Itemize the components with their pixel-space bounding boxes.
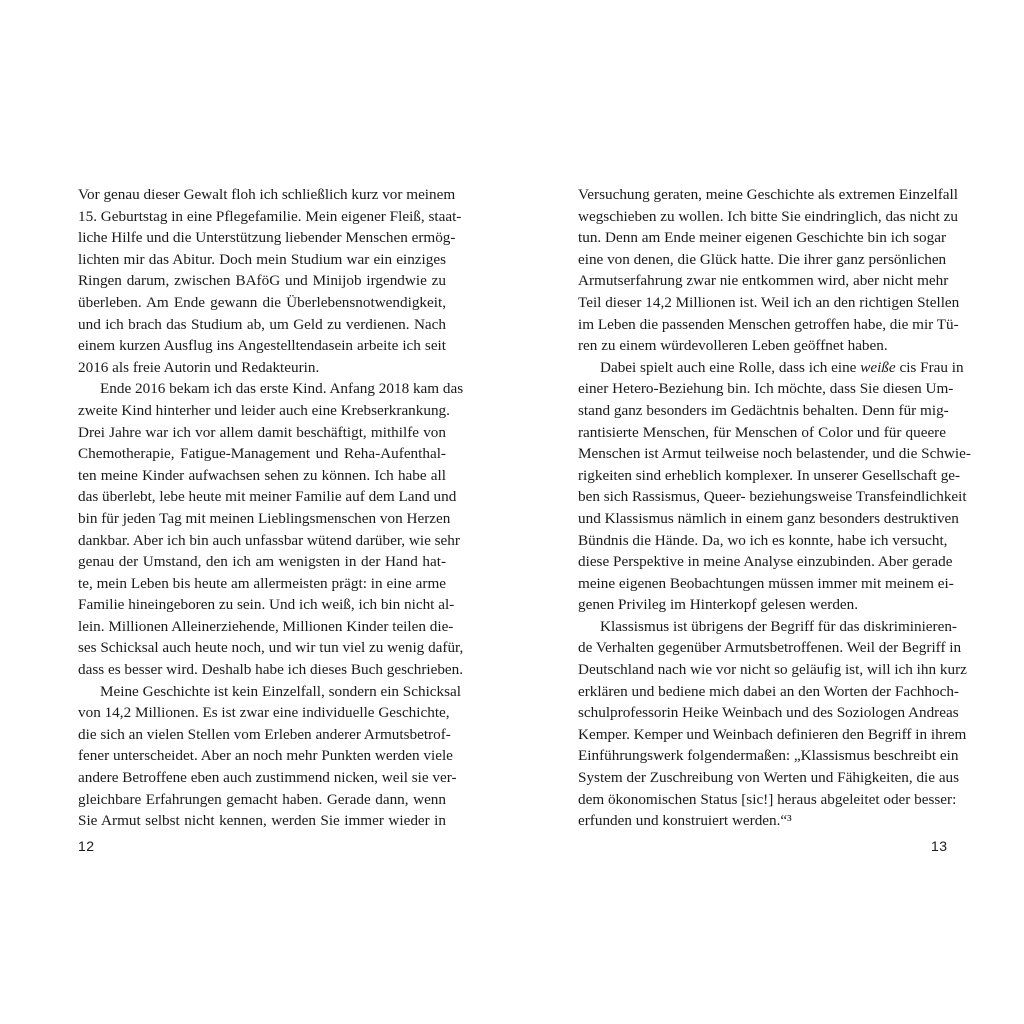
emphasis-text: weiße [860, 358, 896, 376]
text-line: das überlebt, lebe heute mit meiner Familie auf dem Land und [78, 488, 457, 506]
text-line: von 14,2 Millionen. Es ist zwar eine individuelle Geschichte, [78, 704, 450, 722]
text-line: genen Privileg im Hinterkopf gelesen werden. [578, 596, 859, 614]
text-line: Armutserfahrung zwar nie entkommen wird, aber nicht mehr [578, 272, 949, 290]
text-line: diese Perspektive in meine Analyse einzubinden. Aber gerade [578, 553, 953, 571]
text-line: bin für jeden Tag mit meinen Lieblingsmenschen von Herzen [78, 509, 451, 527]
text-line: System der Zuschreibung von Werten und Fähigkeiten, die aus [578, 769, 960, 787]
text-line: de Verhalten gegenüber Armutsbetroffenen. Weil der Begriff in [578, 639, 962, 657]
text-line: wegschieben zu wollen. Ich bitte Sie eindringlich, das nicht zu [578, 207, 958, 225]
text-segment: cis Frau in [895, 358, 964, 376]
text-line: dankbar. Aber ich bin auch unfassbar wütend darüber, wie sehr [78, 531, 460, 549]
text-line: erfunden und konstruiert werden.“³ [578, 812, 792, 830]
text-line: Ringen darum, zwischen BAföG und Minijob irgendwie zu [78, 272, 446, 290]
text-line: Vor genau dieser Gewalt floh ich schließlich kurz vor meinem [78, 186, 456, 203]
text-line: erklären und bediene mich dabei an den Worten der Fachhoch- [578, 682, 959, 700]
text-line: 15. Geburtstag in eine Pflegefamilie. Mein eigener Fleiß, staat- [78, 207, 462, 225]
text-line: und Klassismus nämlich in einem ganz besonders destruktiven [578, 509, 959, 527]
text-line: Ende 2016 bekam ich das erste Kind. Anfang 2018 kam das [100, 380, 464, 398]
text-line: lein. Millionen Alleinerziehende, Millionen Kinder teilen die- [78, 617, 454, 635]
text-line: eine von denen, die Glück hatte. Die ihrer ganz persönlichen [578, 250, 947, 268]
page-number-right: 13 [931, 838, 948, 854]
text-line [578, 357, 964, 379]
text-line: überleben. Am Ende gewann die Überlebensnotwendigkeit, [78, 293, 446, 311]
text-line: lichten mir das Abitur. Doch mein Studium war ein einziges [78, 250, 446, 268]
text-segment: Dabei spielt auch eine Rolle, dass ich eine [600, 358, 861, 376]
text-line: Meine Geschichte ist kein Einzelfall, sondern ein Schicksal [100, 682, 462, 700]
text-line: tun. Denn am Ende meiner eigenen Geschichte bin ich sogar [578, 229, 946, 247]
text-line: 2016 als freie Autorin und Redakteurin. [78, 358, 320, 376]
text-line: Sie Armut selbst nicht kennen, werden Sie immer wieder in [78, 812, 446, 830]
text-line: die sich an vielen Stellen vom Erleben anderer Armutsbetrof- [78, 725, 451, 743]
text-line: dem ökonomischen Status [sic!] heraus abgeleitet oder besser: [578, 790, 957, 808]
text-line: rigkeiten sind erheblich komplexer. In unserer Gesellschaft ge- [578, 466, 961, 484]
text-line: Chemotherapie, Fatigue-Management und Reha-Aufenthal- [78, 445, 446, 463]
text-line: einem kurzen Ausflug ins Angestelltendasein arbeite ich seit [78, 337, 446, 355]
right-page-text [578, 184, 971, 832]
left-page-text [78, 184, 464, 832]
text-line: Versuchung geraten, meine Geschichte als extremen Einzelfall [578, 186, 958, 203]
text-line: im Leben die passenden Menschen getroffen habe, die mir Tü- [578, 315, 959, 333]
text-line: Klassismus ist übrigens der Begriff für das diskriminieren- [600, 617, 957, 635]
text-line: Deutschland nach wie vor nicht so geläufig ist, will ich ihn kurz [578, 661, 967, 679]
text-line: meine eigenen Beobachtungen müssen immer mit meinem ei- [578, 574, 954, 592]
text-line: Kemper. Kemper und Weinbach definieren den Begriff in ihrem [578, 725, 967, 743]
text-line: ten meine Kinder aufwachsen sehen zu können. Ich habe all [78, 466, 446, 484]
text-line: und ich brach das Studium ab, um Geld zu verdienen. Nach [78, 315, 446, 333]
text-line: gleichbare Erfahrungen gemacht haben. Gerade dann, wenn [78, 790, 446, 808]
text-line: Familie hineingeboren zu sein. Und ich weiß, ich bin nicht al- [78, 596, 455, 614]
text-line: fener unterscheidet. Aber an noch mehr Punkten werden viele [78, 747, 453, 765]
text-line: Bündnis die Hände. Da, wo ich es konnte, habe ich versucht, [578, 531, 948, 549]
text-line: te, mein Leben bis heute am allermeisten prägt: in eine arme [78, 574, 446, 592]
text-line: liche Hilfe und die Unterstützung liebender Menschen ermög- [78, 229, 456, 247]
text-line: dass es besser wird. Deshalb habe ich dieses Buch geschrieben. [78, 661, 464, 679]
text-line: ben sich Rassismus, Queer- beziehungsweise Transfeindlichkeit [578, 488, 967, 506]
text-line: zweite Kind hinterher und leider auch eine Krebserkrankung. [78, 401, 450, 419]
text-line: rantisierte Menschen, für Menschen of Color und für queere [578, 423, 946, 441]
text-line: Einführungswerk folgendermaßen: „Klassismus beschreibt ein [578, 747, 959, 765]
text-line: Menschen ist Armut teilweise noch belastender, und die Schwie- [578, 445, 971, 463]
text-line: Teil dieser 14,2 Millionen ist. Weil ich an den richtigen Stellen [578, 293, 960, 311]
text-line: genau der Umstand, den ich am wenigsten in der Hand hat- [78, 553, 446, 571]
text-line: andere Betroffene eben auch zustimmend nicken, weil sie ver- [78, 769, 457, 787]
text-line: stand ganz besonders im Gedächtnis behalten. Denn für mig- [578, 401, 949, 419]
text-line: ses Schicksal auch heute noch, und wir tun viel zu wenig dafür, [78, 639, 464, 657]
text-line: Drei Jahre war ich vor allem damit beschäftigt, mithilfe von [78, 423, 446, 441]
page-number-left: 12 [78, 838, 95, 854]
text-line: schulprofessorin Heike Weinbach und des Soziologen Andreas [578, 704, 959, 722]
text-line: ren zu einem würdevolleren Leben geöffnet haben. [578, 337, 888, 355]
text-line: einer Hetero-Beziehung bin. Ich möchte, dass Sie diesen Um- [578, 380, 954, 398]
